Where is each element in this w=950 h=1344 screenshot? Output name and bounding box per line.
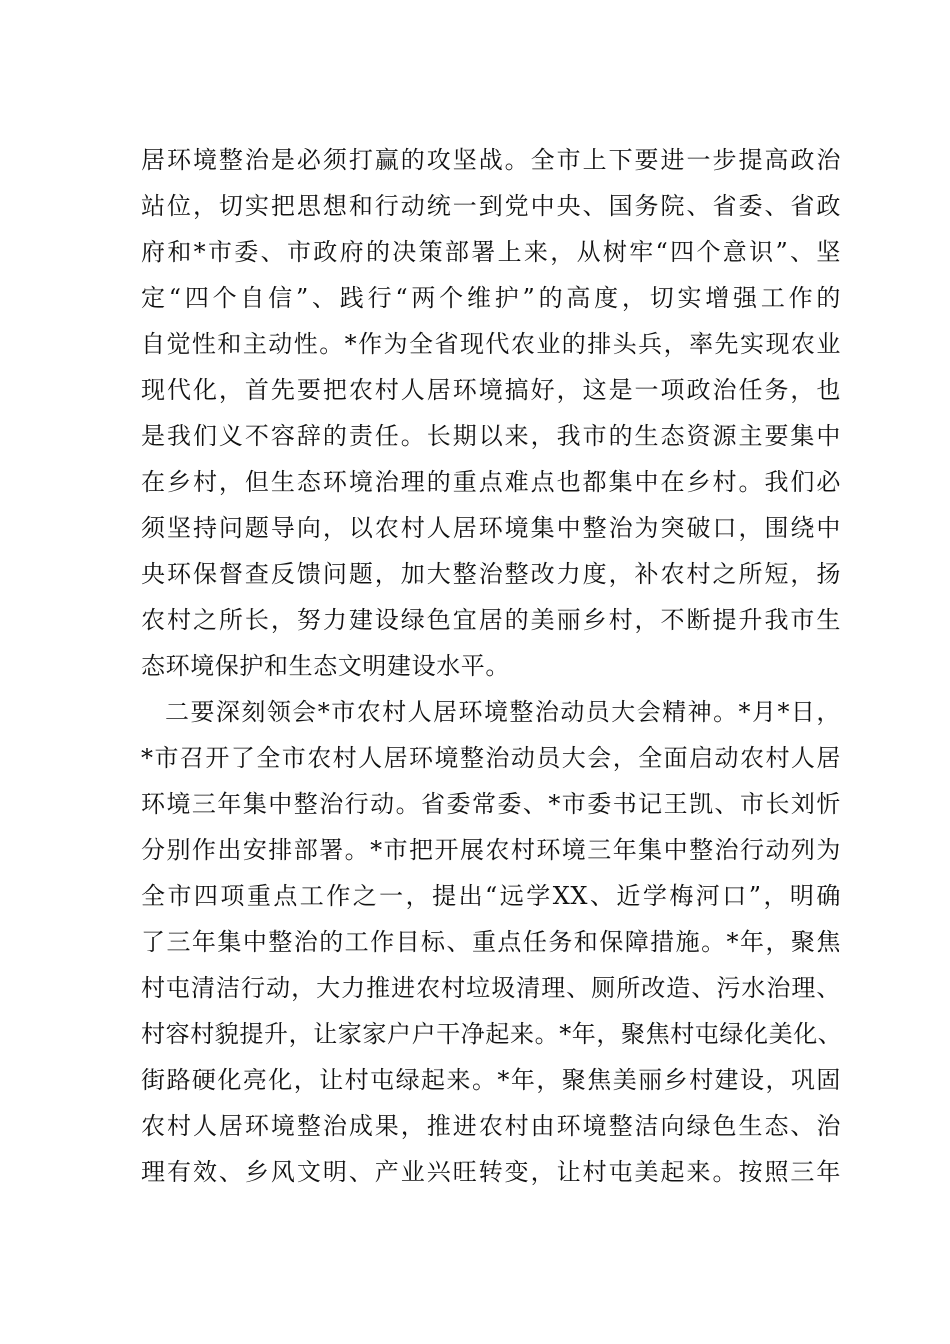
paragraph-1-line-6: 现代化，首先要把农村人居环境搞好，这是一项政治任务，也 [141,376,841,404]
paragraph-1-line-1: 居环境整治是必须打赢的攻坚战。全市上下要进一步提高政治 [141,146,841,174]
paragraph-2-line-6: 了三年集中整治的工作目标、重点任务和保障措施。*年，聚焦 [141,928,841,956]
paragraph-1-line-5: 自觉性和主动性。*作为全省现代农业的排头兵，率先实现农业 [141,330,841,358]
paragraph-2-line-9: 街路硬化亮化，让村屯绿起来。*年，聚焦美丽乡村建设，巩固 [141,1066,841,1094]
paragraph-1-line-3: 府和*市委、市政府的决策部署上来，从树牢“四个意识”、坚 [141,238,841,266]
paragraph-2-line-4: 分别作出安排部署。*市把开展农村环境三年集中整治行动列为 [141,836,841,864]
paragraph-1-line-10: 央环保督查反馈问题，加大整治整改力度，补农村之所短，扬 [141,560,841,588]
paragraph-1-line-7: 是我们义不容辞的责任。长期以来，我市的生态资源主要集中 [141,422,841,450]
paragraph-1-line-9: 须坚持问题导向，以农村人居环境集中整治为突破口，围绕中 [141,514,841,542]
paragraph-1-line-12: 态环境保护和生态文明建设水平。 [141,652,510,680]
paragraph-2-line-7: 村屯清洁行动，大力推进农村垃圾清理、厕所改造、污水治理、 [141,974,841,1002]
paragraph-1-line-2: 站位，切实把思想和行动统一到党中央、国务院、省委、省政 [141,192,841,220]
paragraph-1-line-4: 定“四个自信”、践行“两个维护”的高度，切实增强工作的 [141,284,841,312]
paragraph-2-line-5: 全市四项重点工作之一，提出“远学XX、近学梅河口”，明确 [141,882,841,910]
paragraph-2-line-11: 理有效、乡风文明、产业兴旺转变，让村屯美起来。按照三年 [141,1158,841,1186]
paragraph-2-line-3: 环境三年集中整治行动。省委常委、*市委书记王凯、市长刘忻 [141,790,841,818]
paragraph-1-line-11: 农村之所长，努力建设绿色宜居的美丽乡村，不断提升我市生 [141,606,841,634]
paragraph-2-line-8: 村容村貌提升，让家家户户干净起来。*年，聚焦村屯绿化美化、 [141,1020,843,1048]
paragraph-2-line-2: *市召开了全市农村人居环境整治动员大会，全面启动农村人居 [141,744,841,772]
paragraph-1-line-8: 在乡村，但生态环境治理的重点难点也都集中在乡村。我们必 [141,468,841,496]
paragraph-2-line-10: 农村人居环境整治成果，推进农村由环境整洁向绿色生态、治 [141,1112,841,1140]
paragraph-2-line-1: 二要深刻领会*市农村人居环境整治动员大会精神。*月*日， [165,698,841,726]
